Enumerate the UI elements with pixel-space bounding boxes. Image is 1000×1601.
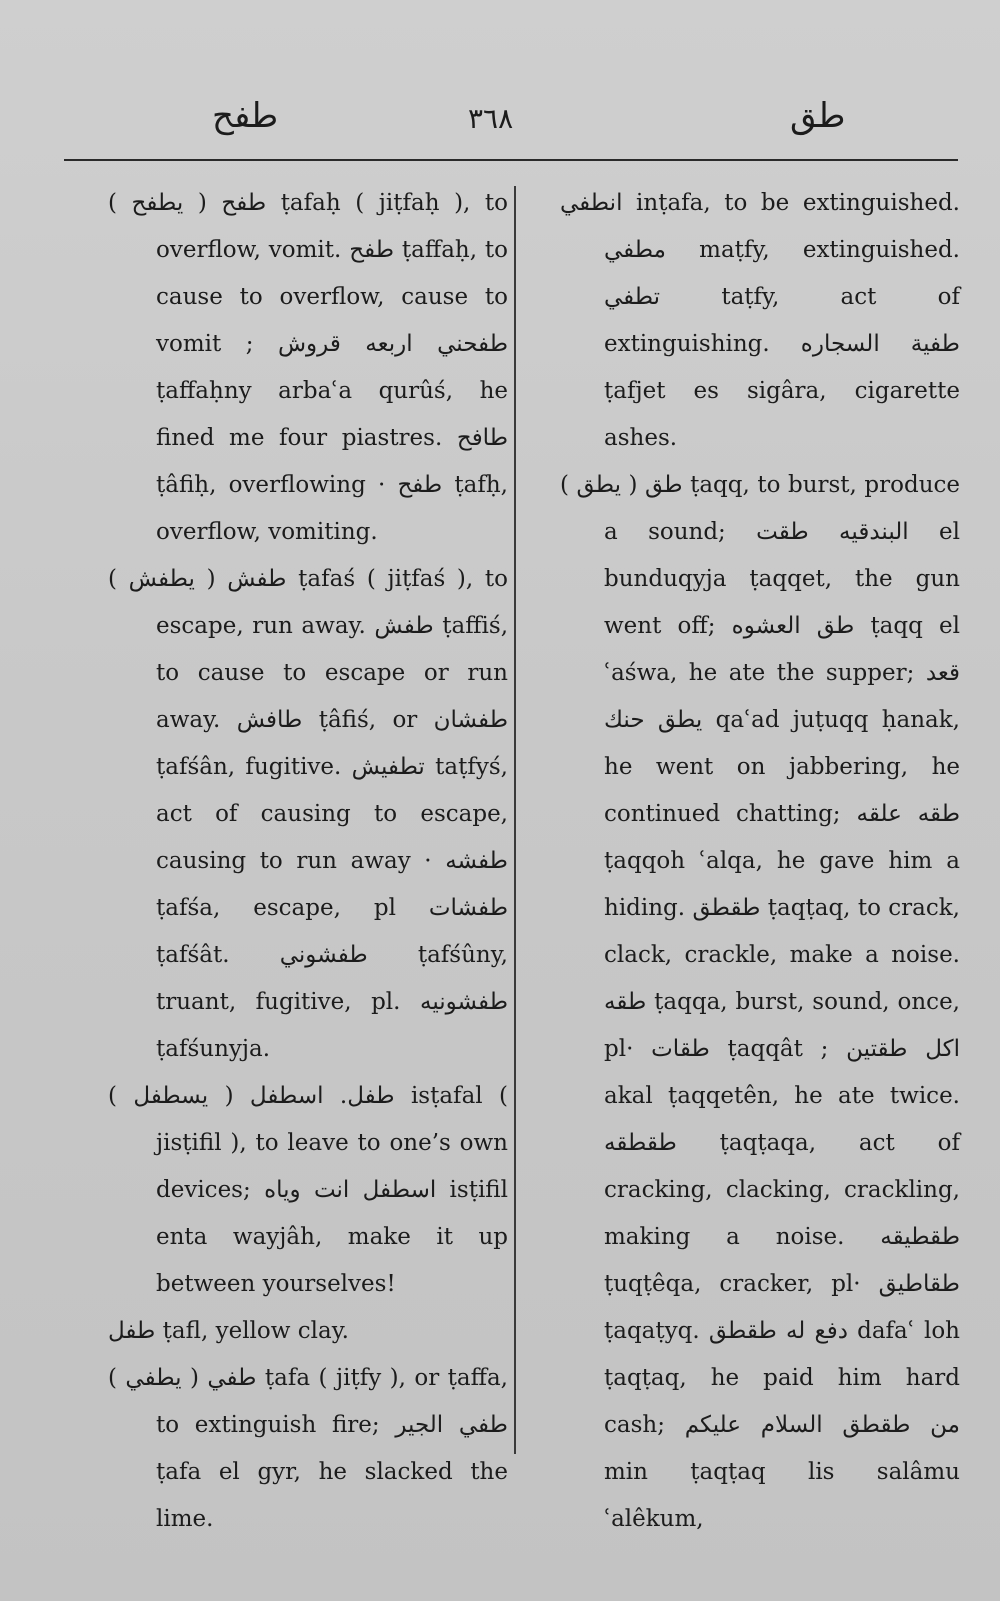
header-rule xyxy=(64,159,958,161)
header-left-word: طفح xyxy=(212,96,279,136)
entry-taqq: طق ( يطق ) ṭaqq, to burst, produce a sound; البندقيه طقت el bunduqyja ṭaqqet, the gun went off; طق العشوه ṭaqq el ʿaśwa, he ate the supper; قعد يطق حنك qaʿad juṭuqq ḥanak, he went on jabbering, he continued chatting; طقه علقه ṭaqqoh ʿalqa, he gave him a hiding. طقطق ṭaqṭaq, to crack, clack, crackle, make a noise. طقه ṭaqqa, burst, sound, once, pl· طقات ṭaqqât ; اكل طقتين akal ṭaqqetên, he ate twice. طقطقه ṭaqṭaqa, act of cracking, clacking, crackling, making a noise. طقطيقه ṭuqṭêqa, cracker, pl· طقاطيق ṭaqaṭyq. دفع له طقطق dafaʿ loh ṭaqṭaq, he paid him hard cash; من طقطق السلام عليكم min ṭaqṭaq lis salâmu ʿalêkum, xyxy=(560,472,961,1532)
page-number: ٣٦٨ xyxy=(468,102,514,135)
entry-tafl: طفل ṭafl, yellow clay. xyxy=(108,1318,349,1344)
entry-intafa: انطفي inṭafa, to be extinguished. مطفي maṭfy, extinguished. تطفي taṭfy, act of extinguishing. طفية السجاره ṭafjet es sigâra, cigarette ashes. xyxy=(560,190,960,451)
right-column xyxy=(560,180,960,1543)
entry-istafal: طفل. اسطفل ( يسطفل ) isṭafal ( jisṭifil ), to leave to one’s own devices; اسطفل انت وياه isṭifil enta wayjâh, make it up between yourselves! xyxy=(108,1083,509,1297)
left-column xyxy=(108,180,508,1543)
header-right-word: طق xyxy=(790,96,846,136)
column-divider xyxy=(514,186,516,1454)
page-header xyxy=(0,96,1000,156)
entry-tafas: طفش ( يطفش ) ṭafaś ( jiṭfaś ), to escape, run away. طفش ṭaffiś, to cause to escape or run away. طافش ṭâfiś, or طفشان ṭafśân, fugitive. تطفيش taṭfyś, act of causing to escape, causing to run away · طفشه ṭafśa, escape, pl طفشات ṭafśât. طفشوني ṭafśûny, truant, fugitive, pl. طفشونيه ṭafśunyja. xyxy=(108,566,509,1062)
entry-tafah: طفح ( يطفح ) ṭafaḥ ( jiṭfaḥ ), to overflow, vomit. طفح ṭaffaḥ, to cause to overflow, cause to vomit ; طفحني اربعه قروش ṭaffaḥny arbaʿa qurûś, he fined me four piastres. طافح ṭâfiḥ, overflowing · طفح ṭafḥ, overflow, vomiting. xyxy=(108,190,508,545)
entry-tafa: طفي ( يطفي ) ṭafa ( jiṭfy ), or ṭaffa, to extinguish fire; طفي الجير ṭafa el gyr, he slacked the lime. xyxy=(108,1365,508,1532)
